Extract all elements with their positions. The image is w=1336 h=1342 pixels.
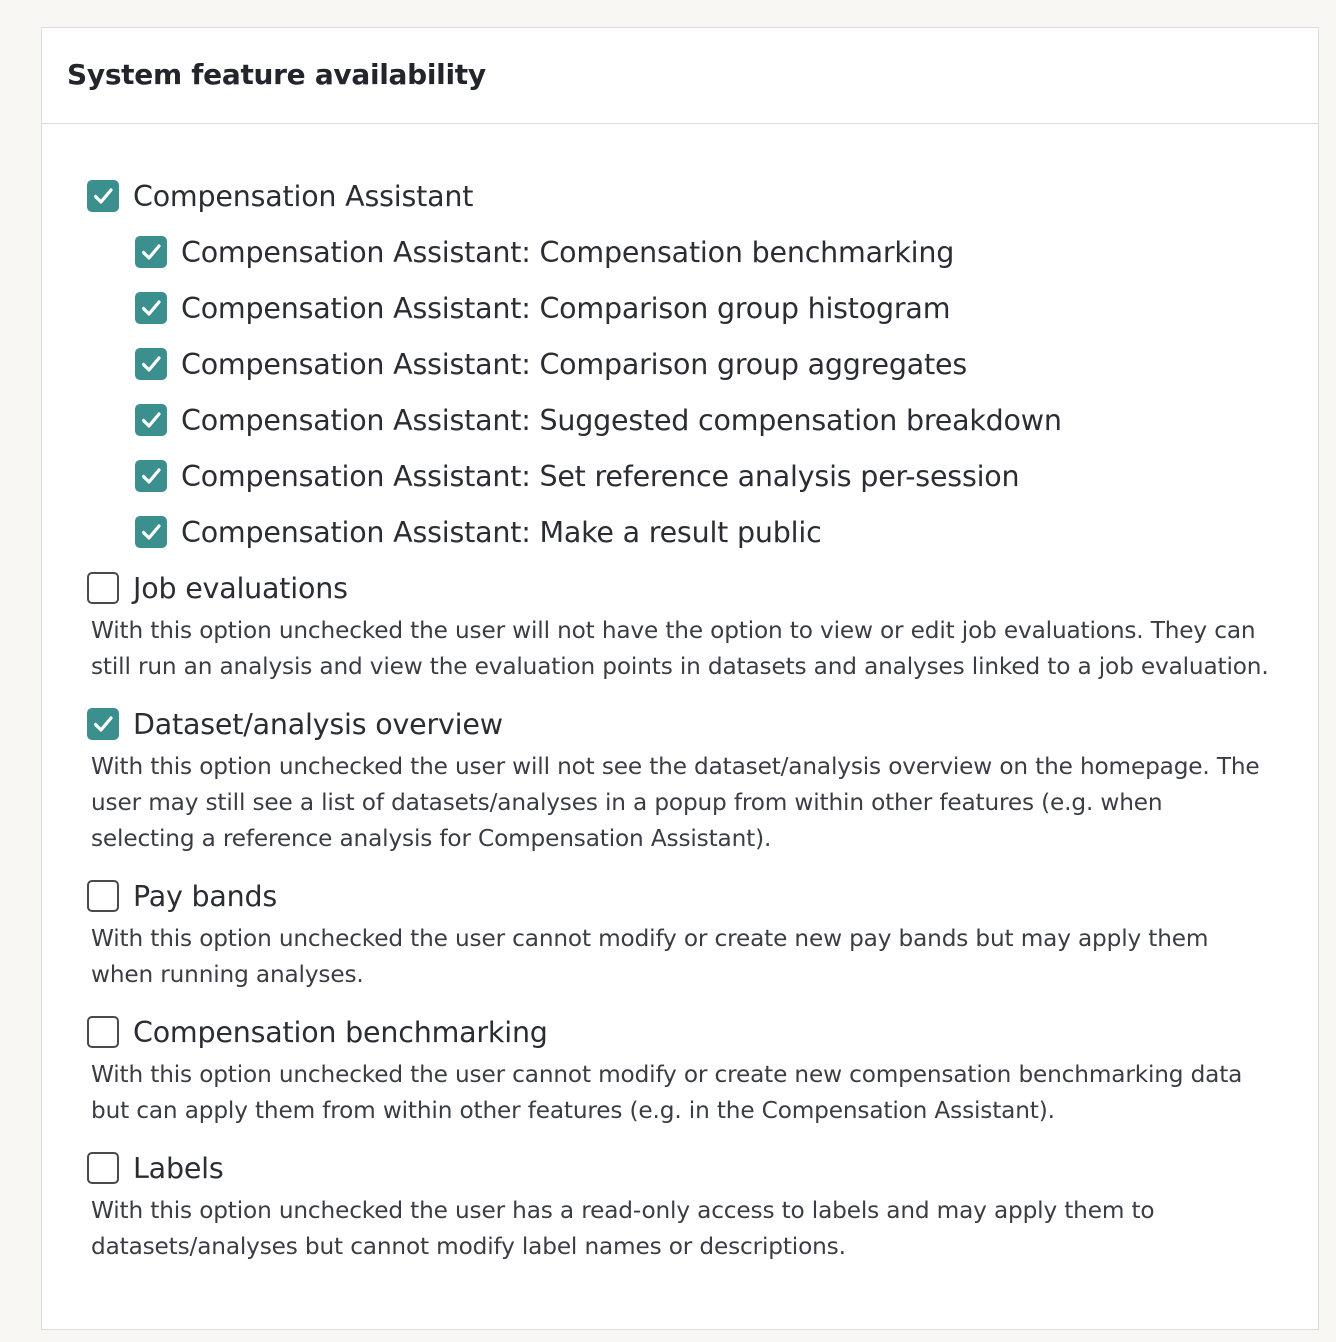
subfeature-checkbox[interactable]	[135, 292, 167, 324]
dataset-overview-label[interactable]: Dataset/analysis overview	[133, 707, 503, 741]
check-icon	[139, 520, 163, 544]
dataset-overview-description: With this option unchecked the user will not see the dataset/analysis overview on the homepage. The user may still see a list of datasets/analyses in a popup from within other features (e.g. when selecting a reference analysis for Compensation Assistant).	[91, 753, 1260, 852]
feature-availability-panel	[41, 27, 1319, 1330]
labels-description: With this option unchecked the user has a read-only access to labels and may apply them to datasets/analyses but cannot modify label names or descriptions.	[91, 1197, 1155, 1260]
compensation-assistant-checkbox[interactable]	[87, 180, 119, 212]
subfeature-label[interactable]: Compensation Assistant: Comparison group histogram	[181, 291, 951, 325]
dataset-overview-checkbox[interactable]	[87, 708, 119, 740]
feature-pay-bands[interactable]	[87, 876, 277, 916]
pay-bands-description: With this option unchecked the user cannot modify or create new pay bands but may apply them when running analyses.	[91, 925, 1209, 988]
subfeature-checkbox[interactable]	[135, 348, 167, 380]
compensation-benchmarking-description: With this option unchecked the user cannot modify or create new compensation benchmarking data but can apply them from within other features (e.g. in the Compensation Assistant).	[91, 1061, 1243, 1124]
check-icon	[139, 296, 163, 320]
feature-labels[interactable]	[87, 1148, 224, 1188]
labels-label[interactable]: Labels	[133, 1151, 224, 1185]
subfeature-suggested-compensation-breakdown[interactable]	[135, 400, 1062, 440]
subfeature-checkbox[interactable]	[135, 236, 167, 268]
feature-job-evaluations[interactable]	[87, 568, 348, 608]
check-icon	[139, 464, 163, 488]
subfeature-label[interactable]: Compensation Assistant: Suggested compensation breakdown	[181, 403, 1062, 437]
compensation-benchmarking-checkbox[interactable]	[87, 1016, 119, 1048]
feature-dataset-analysis-overview[interactable]	[87, 704, 503, 744]
pay-bands-label[interactable]: Pay bands	[133, 879, 278, 913]
subfeature-comparison-group-aggregates[interactable]	[135, 344, 967, 384]
subfeature-comparison-group-histogram[interactable]	[135, 288, 950, 328]
panel-header	[42, 28, 1318, 124]
subfeature-checkbox[interactable]	[135, 460, 167, 492]
subfeature-label[interactable]: Compensation Assistant: Make a result public	[181, 515, 822, 549]
feature-compensation-benchmarking[interactable]	[87, 1012, 548, 1052]
check-icon	[139, 408, 163, 432]
compensation-assistant-label[interactable]: Compensation Assistant	[133, 179, 474, 213]
subfeature-set-reference-analysis[interactable]	[135, 456, 1019, 496]
subfeature-compensation-benchmarking[interactable]	[135, 232, 954, 272]
compensation-benchmarking-label[interactable]: Compensation benchmarking	[133, 1015, 548, 1049]
subfeature-label[interactable]: Compensation Assistant: Compensation benchmarking	[181, 235, 955, 269]
job-evaluations-checkbox[interactable]	[87, 572, 119, 604]
job-evaluations-description: With this option unchecked the user will not have the option to view or edit job evaluations. They can still run an analysis and view the evaluation points in datasets and analyses linked to a job evaluation.	[91, 617, 1269, 680]
check-icon	[91, 184, 115, 208]
feature-compensation-assistant[interactable]	[87, 176, 473, 216]
panel-title: System feature availability	[67, 58, 486, 91]
check-icon	[91, 712, 115, 736]
check-icon	[139, 240, 163, 264]
job-evaluations-label[interactable]: Job evaluations	[133, 571, 348, 605]
subfeature-checkbox[interactable]	[135, 404, 167, 436]
subfeature-make-result-public[interactable]	[135, 512, 822, 552]
subfeature-label[interactable]: Compensation Assistant: Comparison group aggregates	[181, 347, 967, 381]
subfeature-checkbox[interactable]	[135, 516, 167, 548]
subfeature-label[interactable]: Compensation Assistant: Set reference analysis per-session	[181, 459, 1020, 493]
check-icon	[139, 352, 163, 376]
labels-checkbox[interactable]	[87, 1152, 119, 1184]
pay-bands-checkbox[interactable]	[87, 880, 119, 912]
